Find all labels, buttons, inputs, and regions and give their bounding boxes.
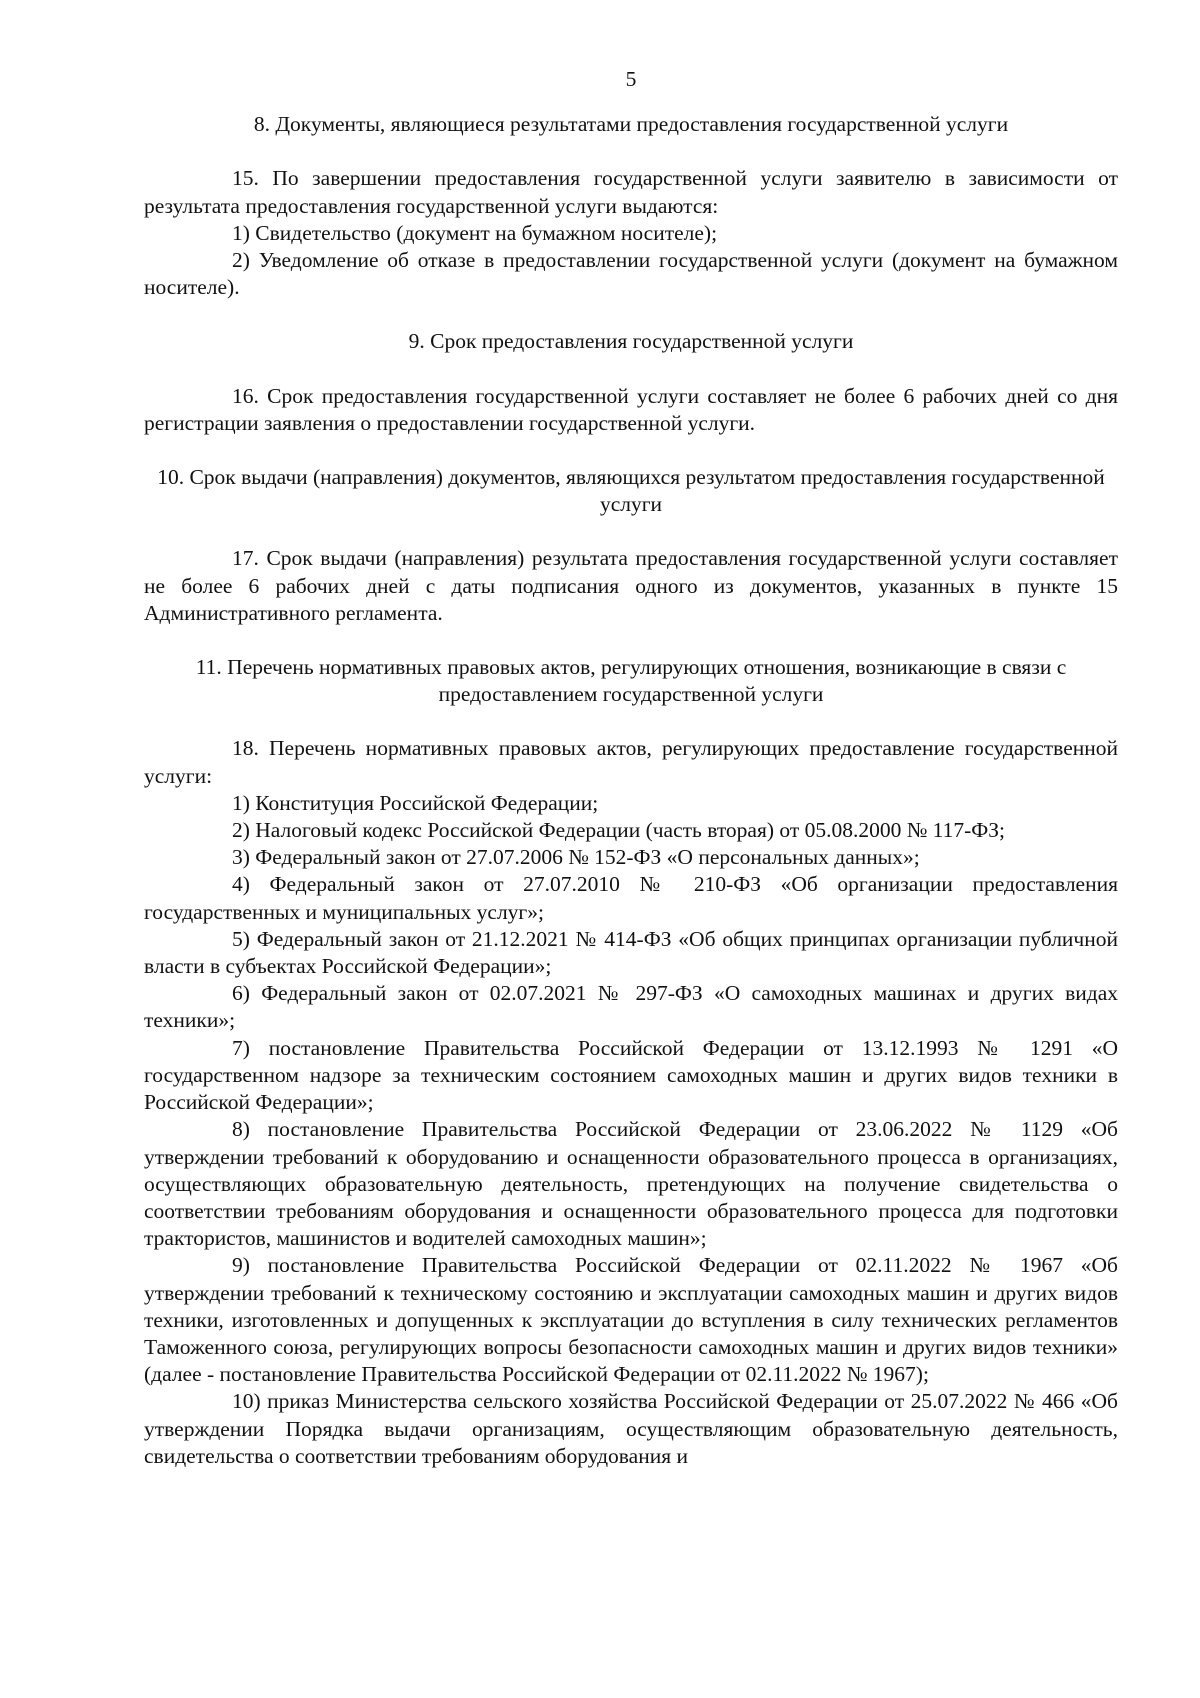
section-heading: 11. Перечень нормативных правовых актов, регулирующих отношения, возникающие в связи с предоставлением государственной услуги bbox=[195, 655, 1067, 707]
section-heading: 10. Срок выдачи (направления) документов, являющихся результатом предоставления государственной услуги bbox=[157, 465, 1105, 517]
page-number: 5 bbox=[625, 67, 637, 91]
list-item: 6) Федеральный закон от 02.07.2021 № 297-ФЗ «О самоходных машинах и других видах техники»; bbox=[144, 981, 1118, 1033]
list-item: 10) приказ Министерства сельского хозяйства Российской Федерации от 25.07.2022 № 466 «Об утверждении Порядка выдачи организациям, осуществляющим образовательную деятельность, свидетельства о соответствии требованиям оборудования и bbox=[144, 1389, 1118, 1468]
list-item: 7) постановление Правительства Российской Федерации от 13.12.1993 № 1291 «О государственном надзоре за техническим состоянием самоходных машин и других видов техники в Российской Федерации»; bbox=[144, 1035, 1118, 1115]
paragraph: 17. Срок выдачи (направления) результата предоставления государственной услуги составляет не более 6 рабочих дней с даты подписания одного из документов, указанных в пункте 15 Административного регламента. bbox=[144, 546, 1118, 625]
list-item: 5) Федеральный закон от 21.12.2021 № 414-ФЗ «Об общих принципах организации публичной власти в субъектах Российской Федерации»; bbox=[144, 926, 1118, 979]
list-item: 9) постановление Правительства Российской Федерации от 02.11.2022 № 1967 «Об утверждении требований к техническому состоянию и эксплуатации самоходных машин и других видов техники, изготовленных и допущенных к эксплуатации до вступления в силу технических регламентов Таможенного союза, регулирующих вопросы безопасности самоходных машин и других видов техники» (далее - постановление Правительства Российской Федерации от 02.11.2022 № 1967); bbox=[144, 1253, 1118, 1387]
paragraph: 15. По завершении предоставления государственной услуги заявителю в зависимости от результата предоставления государственной услуги выдаются: bbox=[144, 166, 1118, 218]
list-item: 3) Федеральный закон от 27.07.2006 № 152-ФЗ «О персональных данных»; bbox=[232, 845, 920, 870]
list-item: 1) Свидетельство (документ на бумажном носителе); bbox=[232, 220, 718, 245]
document-page bbox=[144, 66, 1118, 1470]
list-item: 2) Уведомление об отказе в предоставлении государственной услуги (документ на бумажном носителе). bbox=[144, 248, 1118, 300]
list-item: 2) Налоговый кодекс Российской Федерации (часть вторая) от 05.08.2000 № 117-ФЗ; bbox=[232, 818, 1005, 843]
list-item: 4) Федеральный закон от 27.07.2010 № 210-ФЗ «Об организации предоставления государственных и муниципальных услуг»; bbox=[144, 872, 1118, 924]
list-item: 8) постановление Правительства Российской Федерации от 23.06.2022 № 1129 «Об утверждении требований к оборудованию и оснащенности образовательного процесса в организациях, осуществляющих образовательную деятельность, претендующих на получение свидетельства о соответствии требованиям оборудования и оснащенности образовательного процесса для подготовки трактористов, машинистов и водителей самоходных машин»; bbox=[144, 1117, 1118, 1251]
paragraph: 16. Срок предоставления государственной услуги составляет не более 6 рабочих дней со дня регистрации заявления о предоставлении государственной услуги. bbox=[144, 383, 1118, 435]
paragraph: 18. Перечень нормативных правовых актов, регулирующих предоставление государственной услуги: bbox=[144, 736, 1118, 788]
section-heading: 9. Срок предоставления государственной услуги bbox=[408, 329, 854, 354]
section-heading: 8. Документы, являющиеся результатами предоставления государственной услуги bbox=[253, 112, 1009, 137]
list-item: 1) Конституция Российской Федерации; bbox=[232, 790, 599, 815]
